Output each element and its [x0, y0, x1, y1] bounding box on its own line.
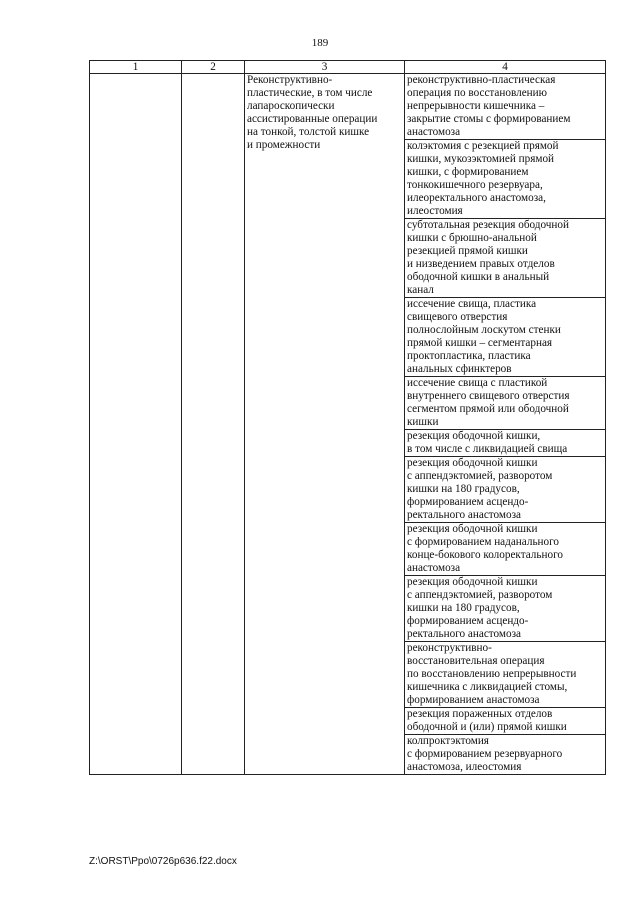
- col-3-line: пластические, в том числе: [247, 87, 373, 99]
- procedure-line: свищевого отверстия: [407, 311, 508, 323]
- col-1-cell: [90, 74, 182, 775]
- table-body: [90, 74, 606, 775]
- procedure-line: резекция ободочной кишки: [407, 576, 538, 588]
- procedure-line: ободочной и (или) прямой кишки: [407, 721, 567, 733]
- procedure-line: прямой кишки – сегментарная: [407, 337, 553, 349]
- procedure-line: илеоректального анастомоза,: [407, 192, 546, 204]
- procedure-line: с аппендэктомией, разворотом: [407, 589, 553, 601]
- procedure-line: илеостомия: [407, 205, 463, 217]
- procedure-line: тонкокишечного резервуара,: [407, 179, 543, 191]
- procedure-cell: [405, 298, 606, 377]
- col-3-line: Реконструктивно-: [247, 74, 333, 86]
- header-row: [90, 61, 606, 74]
- procedure-cell: [405, 576, 606, 642]
- procedure-line: операция по восстановлению: [407, 87, 547, 99]
- procedure-cell: [405, 735, 606, 775]
- header-col-4: 4: [405, 61, 606, 74]
- header-col-3: 3: [245, 61, 405, 74]
- procedure-line: и низведением правых отделов: [407, 258, 555, 270]
- procedure-line: в том числе с ликвидацией свища: [407, 443, 568, 455]
- procedure-cell: [405, 708, 606, 735]
- page-number: 189: [311, 37, 329, 49]
- procedure-line: реконструктивно-: [407, 642, 492, 654]
- procedure-line: колпроктэктомия: [407, 735, 489, 747]
- procedure-cell: [405, 430, 606, 457]
- procedure-line: ректального анастомоза: [407, 509, 521, 521]
- procedure-line: полнослойным лоскутом стенки: [407, 324, 561, 336]
- procedure-line: формированием асцендо-: [407, 615, 529, 627]
- procedure-line: кишки на 180 градусов,: [407, 483, 520, 495]
- procedure-line: субтотальная резекция ободочной: [407, 219, 569, 231]
- procedure-line: непрерывности кишечника –: [407, 100, 545, 112]
- col-3-line: лапароскопически: [247, 100, 335, 112]
- procedure-line: с формированием наданального: [407, 536, 560, 548]
- procedure-line: резекция ободочной кишки,: [407, 430, 541, 442]
- procedure-line: анастомоза, илеостомия: [407, 761, 522, 773]
- procedures-table: [89, 60, 606, 775]
- header-col-1: 1: [90, 61, 182, 74]
- procedure-line: анальных сфинктеров: [407, 363, 512, 375]
- procedure-line: реконструктивно-пластическая: [407, 74, 556, 86]
- procedure-line: иссечение свища, пластика: [407, 298, 537, 310]
- procedure-line: сегментом прямой или ободочной: [407, 403, 569, 415]
- procedure-line: кишечника с ликвидацией стомы,: [407, 681, 568, 693]
- procedure-line: анастомоза: [407, 126, 461, 138]
- procedure-line: закрытие стомы с формированием: [407, 113, 571, 125]
- col-3-cell: [245, 74, 405, 775]
- procedure-line: колэктомия с резекцией прямой: [407, 140, 559, 152]
- procedure-line: восстановительная операция: [407, 655, 545, 667]
- procedure-line: резекция ободочной кишки: [407, 457, 538, 469]
- procedure-cell: [405, 642, 606, 708]
- procedure-line: резекция пораженных отделов: [407, 708, 553, 720]
- procedure-cell: [405, 457, 606, 523]
- col-2-cell: [182, 74, 245, 775]
- col-3-line: и промежности: [247, 139, 321, 151]
- procedure-cell: [405, 523, 606, 576]
- col-3-line: на тонкой, толстой кишке: [247, 126, 370, 138]
- procedure-line: резекцией прямой кишки: [407, 245, 528, 257]
- procedure-line: резекция ободочной кишки: [407, 523, 538, 535]
- procedure-line: с аппендэктомией, разворотом: [407, 470, 553, 482]
- procedure-line: с формированием резервуарного: [407, 748, 563, 760]
- procedure-line: формированием анастомоза: [407, 694, 540, 706]
- procedure-cell: [405, 219, 606, 298]
- procedure-line: кишки на 180 градусов,: [407, 602, 520, 614]
- procedure-line: анастомоза: [407, 562, 461, 574]
- procedure-line: кишки: [407, 416, 439, 428]
- procedure-line: ободочной кишки в анальный: [407, 271, 550, 283]
- procedure-line: иссечение свища с пластикой: [407, 377, 548, 389]
- procedure-line: конце-бокового колоректального: [407, 549, 563, 561]
- procedure-line: кишки, мукозэктомией прямой: [407, 153, 555, 165]
- procedure-line: ректального анастомоза: [407, 628, 521, 640]
- col-3-line: ассистированные операции: [247, 113, 378, 125]
- procedure-line: формированием асцендо-: [407, 496, 529, 508]
- procedure-line: внутреннего свищевого отверстия: [407, 390, 570, 402]
- procedure-line: проктопластика, пластика: [407, 350, 531, 362]
- table-row: [90, 74, 606, 140]
- header-col-2: 2: [182, 61, 245, 74]
- procedure-cell: [405, 377, 606, 430]
- footer-file-path: Z:\ORST\Ppo\0726p636.f22.docx: [89, 856, 237, 867]
- procedure-line: по восстановлению непрерывности: [407, 668, 577, 680]
- procedure-line: кишки с брюшно-анальной: [407, 232, 537, 244]
- procedure-line: кишки, с формированием: [407, 166, 529, 178]
- procedure-line: канал: [407, 284, 434, 296]
- procedure-cell: [405, 140, 606, 219]
- procedure-cell: [405, 74, 606, 140]
